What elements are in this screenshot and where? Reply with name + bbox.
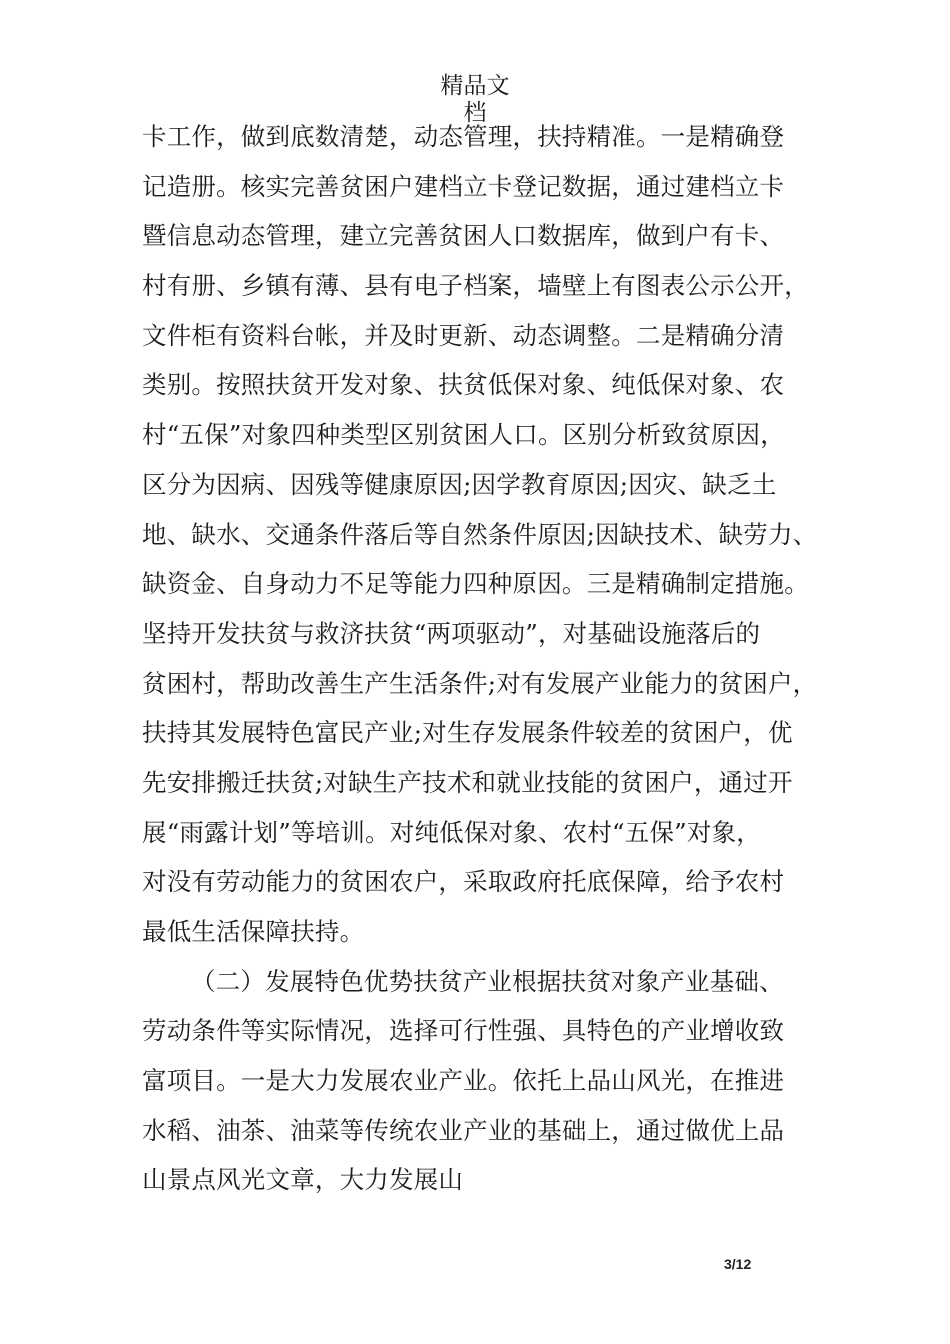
text-line: 暨信息动态管理，建立完善贫困人口数据库，做到户有卡、: [142, 221, 785, 251]
text-line: （二）发展特色优势扶贫产业根据扶贫对象产业基础、: [191, 966, 784, 996]
text-line: 扶持其发展特色富民产业;对生存发展条件较差的贫困户，优: [142, 718, 793, 748]
text-line: 劳动条件等实际情况，选择可行性强、具特色的产业增收致: [142, 1016, 785, 1046]
text-line: 山景点风光文章，大力发展山: [142, 1165, 464, 1195]
text-line: 缺资金、自身动力不足等能力四种原因。三是精确制定措施。: [142, 569, 809, 599]
text-line: 展“雨露计划”等培训。对纯低保对象、农村“五保”对象，: [142, 817, 761, 847]
text-line: 水稻、油茶、油菜等传统农业产业的基础上，通过做优上品: [142, 1115, 785, 1145]
header-line-2: 档: [463, 100, 487, 126]
body-text: [142, 112, 842, 1205]
text-line: 区分为因病、因残等健康原因;因学教育原因;因灾、缺乏土: [142, 469, 777, 499]
text-line: 村有册、乡镇有薄、县有电子档案，墙壁上有图表公示公开，: [142, 271, 809, 301]
text-line: 卡工作，做到底数清楚，动态管理，扶持精准。一是精确登: [142, 122, 785, 151]
paragraph: [142, 957, 842, 1205]
header-line-1: 精品文: [440, 73, 510, 99]
text-line: 贫困村，帮助改善生产生活条件;对有发展产业能力的贫困户，: [142, 668, 818, 698]
text-line: 文件柜有资料台帐，并及时更新、动态调整。二是精确分清: [142, 320, 785, 350]
text-line: 最低生活保障扶持。: [142, 917, 365, 946]
page-number: 3/12: [724, 1256, 752, 1272]
paragraph: [142, 112, 842, 957]
text-line: 地、缺水、交通条件落后等自然条件原因;因缺技术、缺劳力、: [142, 519, 818, 549]
text-line: 对没有劳动能力的贫困农户，采取政府托底保障，给予农村: [142, 867, 785, 897]
text-line: 村“五保”对象四种类型区别贫困人口。区别分析致贫原因，: [142, 420, 785, 450]
text-line: 类别。按照扶贫开发对象、扶贫低保对象、纯低保对象、农: [142, 370, 785, 400]
text-line: 先安排搬迁扶贫;对缺生产技术和就业技能的贫困户，通过开: [142, 767, 793, 797]
text-line: 记造册。核实完善贫困户建档立卡登记数据，通过建档立卡: [142, 171, 785, 201]
text-line: 富项目。一是大力发展农业产业。依托上品山风光，在推进: [142, 1066, 785, 1096]
text-line: 坚持开发扶贫与救济扶贫“两项驱动”，对基础设施落后的: [142, 618, 761, 648]
